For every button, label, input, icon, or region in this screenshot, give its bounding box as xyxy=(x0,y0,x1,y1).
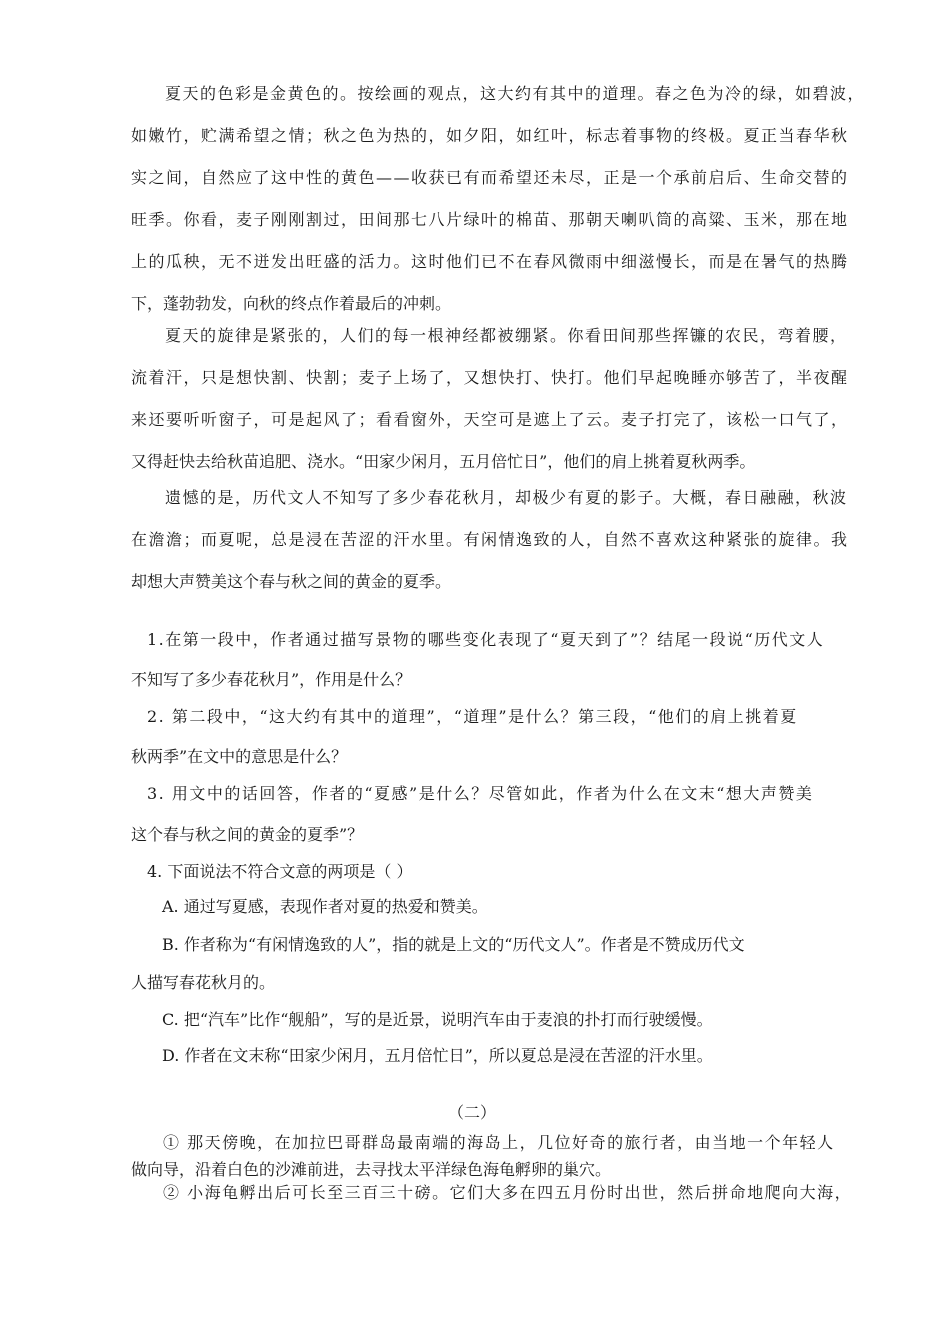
text-line: 实之间，自然应了这中性的黄色——收获已有而希望还未尽，正是一个承前启后、生命交替的 xyxy=(131,168,849,187)
option-b-cont: 人描写春花秋月的。 xyxy=(131,973,276,992)
text-line: 夏天的旋律是紧张的，人们的每一根神经都被绷紧。你看田间那些挥镰的农民，弯着腰， xyxy=(165,326,848,345)
text-line: 如嫩竹，贮满希望之情；秋之色为热的，如夕阳，如红叶，标志着事物的终极。夏正当春华秋 xyxy=(131,126,849,145)
text-line: 流着汗，只是想快割、快割；麦子上场了，又想快打、快打。他们早起晚睡亦够苦了，半夜醒 xyxy=(131,368,849,387)
text-line: 在澹澹；而夏呢，总是浸在苦涩的汗水里。有闲情逸致的人，自然不喜欢这种紧张的旋律。我 xyxy=(131,530,849,549)
option-c: C. 把“汽车”比作“舰船”，写的是近景，说明汽车由于麦浪的扑打而行驶缓慢。 xyxy=(162,1010,713,1029)
text-line: 夏天的色彩是金黄色的。按绘画的观点，这大约有其中的道理。春之色为冷的绿，如碧波， xyxy=(165,84,866,103)
section-heading: （二） xyxy=(448,1103,497,1122)
option-a: A. 通过写夏感，表现作者对夏的热爱和赞美。 xyxy=(162,897,488,916)
text-line: 做向导，沿着白色的沙滩前进，去寻找太平洋绿色海龟孵卵的巢穴。 xyxy=(131,1160,612,1179)
question-2-cont: 秋两季”在文中的意思是什么？ xyxy=(131,747,348,766)
question-4: 4. 下面说法不符合文意的两项是（ ） xyxy=(147,862,413,881)
text-line: ② 小海龟孵出后可长至三百三十磅。它们大多在四五月份时出世，然后拼命地爬向大海， xyxy=(163,1183,853,1202)
question-1: 1.在第一段中，作者通过描写景物的哪些变化表现了“夏天到了”？结尾一段说“历代文人 xyxy=(147,630,825,649)
option-d: D. 作者在文末称“田家少闲月，五月倍忙日”，所以夏总是浸在苦涩的汗水里。 xyxy=(162,1046,713,1065)
text-line: 下，蓬勃勃发，向秋的终点作着最后的冲刺。 xyxy=(131,294,452,313)
text-line: 来还要听听窗子，可是起风了；看看窗外，天空可是遮上了云。麦子打完了，该松一口气了， xyxy=(131,410,849,429)
text-line: 又得赶快去给秋苗追肥、浇水。“田家少闲月，五月倍忙日”，他们的肩上挑着夏秋两季。 xyxy=(131,452,756,471)
option-b: B. 作者称为“有闲情逸致的人”，指的就是上文的“历代文人”。作者是不赞成历代文 xyxy=(162,935,745,954)
question-1-cont: 不知写了多少春花秋月”，作用是什么？ xyxy=(131,670,412,689)
text-line: 却想大声赞美这个春与秋之间的黄金的夏季。 xyxy=(131,572,452,591)
question-3-cont: 这个春与秋之间的黄金的夏季”？ xyxy=(131,825,364,844)
question-2: 2. 第二段中，“这大约有其中的道理”，“道理”是什么？第三段，“他们的肩上挑着夏 xyxy=(147,707,798,726)
text-line: 遗憾的是，历代文人不知写了多少春花秋月，却极少有夏的影子。大概，春日融融，秋波 xyxy=(165,488,848,507)
text-line: ① 那天傍晚，在加拉巴哥群岛最南端的海岛上，几位好奇的旅行者，由当地一个年轻人 xyxy=(163,1133,835,1152)
text-line: 旺季。你看，麦子刚刚割过，田间那七八片绿叶的棉苗、那朝天喇叭筒的高粱、玉米，那在地 xyxy=(131,210,849,229)
text-line: 上的瓜秧，无不迸发出旺盛的活力。这时他们已不在春风微雨中细滋慢长，而是在暑气的热腾 xyxy=(131,252,849,271)
question-3: 3. 用文中的话回答，作者的“夏感”是什么？尽管如此，作者为什么在文末“想大声赞美 xyxy=(147,784,814,803)
